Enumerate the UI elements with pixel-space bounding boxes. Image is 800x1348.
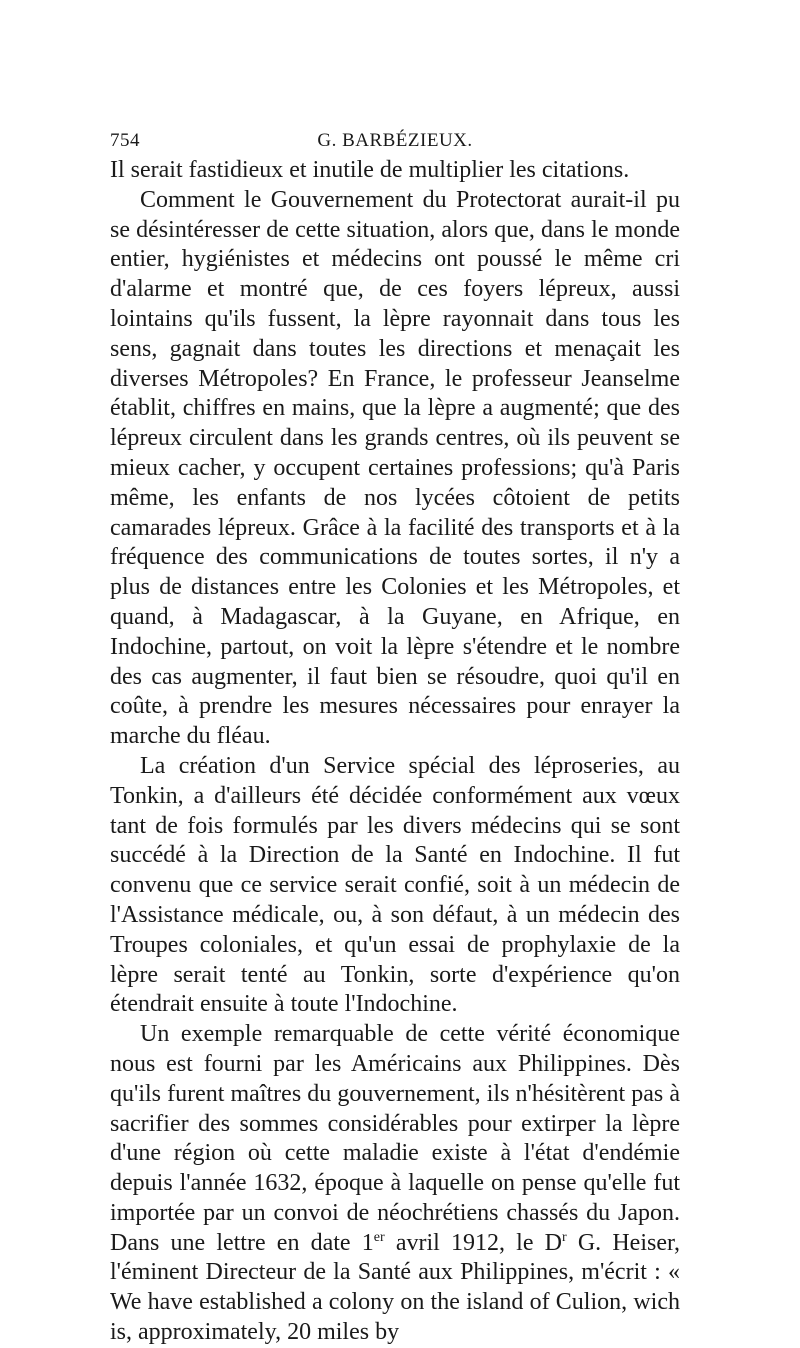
superscript-er: er xyxy=(373,1229,385,1245)
paragraph-4-text-middle: avril 1912, le D xyxy=(384,1229,562,1256)
paragraph-4 xyxy=(110,1020,680,1348)
paragraph-4-text-after: G. Heiser, l'éminent Directeur de la Santé aux Philippines, m'écrit : « We have established a colony on the island of Culion, wich is, approximately, 20 miles by xyxy=(110,1229,681,1346)
superscript-r: r xyxy=(561,1229,567,1245)
running-head xyxy=(110,118,680,151)
body-text xyxy=(110,156,680,1348)
page-number: 754 xyxy=(110,130,140,151)
running-title: G. BARBÉZIEUX. xyxy=(317,130,473,151)
paragraph-4-text-before: Un exemple remarquable de cette vérité économique nous est fourni par les Américains aux Philippines. Dès qu'ils furent maîtres du gouvernement, ils n'hésitèrent pas à sacrifier des sommes considérables pour extirper la lèpre d'une région où cette maladie existe à l'état d'endémie depuis l'année 1632, époque à laquelle on pense qu'elle fut importée par un convoi de néochrétiens chassés du Japon. Dans une lettre en date 1 xyxy=(110,1021,680,1256)
paragraph-3: La création d'un Service spécial des léproseries, au Tonkin, a d'ailleurs été décidée conformément aux vœux tant de fois formulés par les divers médecins qui se sont succédé à la Direction de la Santé en Indochine. Il fut convenu que ce service serait confié, soit à un médecin de l'Assistance médicale, ou, à son défaut, à un médecin des Troupes coloniales, et qu'un essai de prophylaxie de la lèpre serait tenté au Tonkin, sorte d'expérience qu'on étendrait ensuite à toute l'Indochine. xyxy=(110,752,680,1018)
paragraph-2: Comment le Gouvernement du Protectorat aurait-il pu se désintéresser de cette situation, alors que, dans le monde entier, hygiénistes et médecins ont poussé le même cri d'alarme et montré que, de ces foyers lépreux, aussi lointains qu'ils fussent, la lèpre rayonnait dans tous les sens, gagnait dans toutes les directions et menaçait les diverses Métropoles? En France, le professeur Jeanselme établit, chiffres en mains, que la lèpre a augmenté; que des lépreux circulent dans les grands centres, où ils peuvent se mieux cacher, y occupent certaines professions; qu'à Paris même, les enfants de nos lycées côtoient de petits camarades lépreux. Grâce à la facilité des transports et à la fréquence des communications de toutes sortes, il n'y a plus de distances entre les Colonies et les Métropoles, et quand, à Madagascar, à la Guyane, en Afrique, en Indochine, partout, on voit la lèpre s'étendre et le nombre des cas augmenter, il faut bien se résoudre, quoi qu'il en coûte, à prendre les mesures nécessaires pour enrayer la marche du fléau. xyxy=(110,186,680,750)
book-page xyxy=(110,118,680,1348)
paragraph-1: Il serait fastidieux et inutile de multiplier les citations. xyxy=(110,157,630,183)
